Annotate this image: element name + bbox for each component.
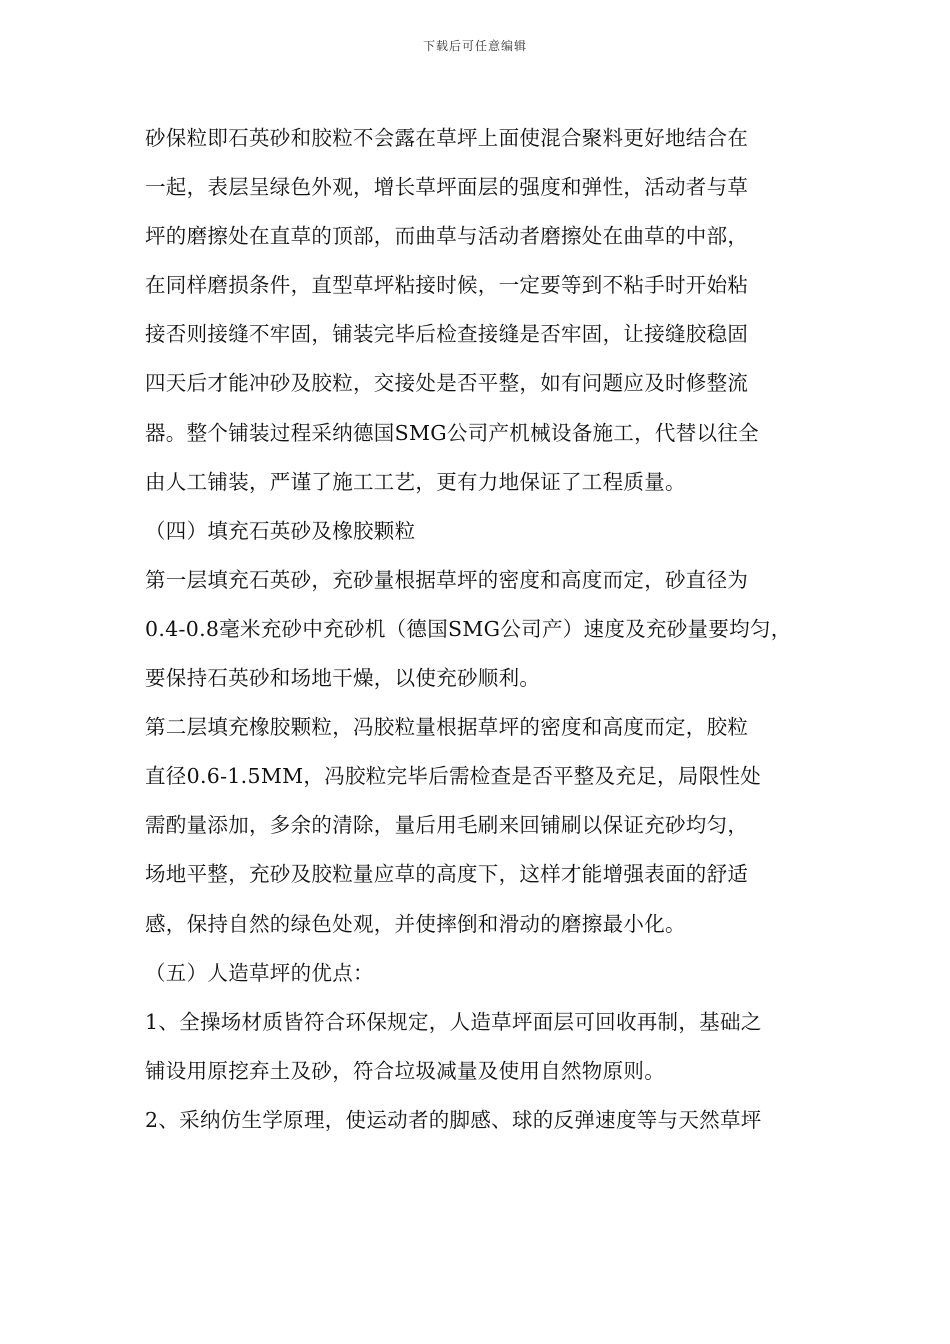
document-body: [145, 120, 825, 1151]
list-item-line: 铺设用原挖弃土及砂，符合垃圾减量及使用自然物原则。: [145, 1058, 665, 1083]
text-line: 四天后才能冲砂及胶粒，交接处是否平整，如有问题应及时修整流: [145, 371, 749, 396]
section-heading: （四）填充石英砂及橡胶颗粒: [145, 518, 416, 543]
text-line: 场地平整，充砂及胶粒量应草的高度下，这样才能增强表面的舒适: [145, 862, 749, 887]
text-line: 砂保粒即石英砂和胶粒不会露在草坪上面使混合聚料更好地结合在: [145, 126, 749, 150]
text-line: 第一层填充石英砂，充砂量根据草坪的密度和高度而定，砂直径为: [145, 567, 749, 592]
text-line: 由人工铺装，严谨了施工工艺，更有力地保证了工程质量。: [145, 469, 686, 494]
section-heading: （五）人造草坪的优点：: [145, 960, 374, 985]
text-line: 直径0.6-1.5MM，冯胶粒完毕后需检查是否平整及充足，局限性处: [145, 764, 762, 789]
list-item-line: 1、全操场材质皆符合环保规定，人造草坪面层可回收再制，基础之: [145, 1009, 762, 1034]
text-line: 需酌量添加，多余的清除，量后用毛刷来回铺刷以保证充砂均匀，: [145, 813, 749, 838]
text-line: 要保持石英砂和场地干燥，以使充砂顺利。: [145, 666, 541, 691]
text-line: 感，保持自然的绿色处观，并使摔倒和滑动的磨擦最小化。: [145, 911, 686, 936]
text-line: 坪的磨擦处在直草的顶部，而曲草与活动者磨擦处在曲草的中部，: [145, 224, 749, 249]
text-line: 一起，表层呈绿色外观，增长草坪面层的强度和弹性，活动者与草: [145, 175, 749, 200]
list-item-line: 2、采纳仿生学原理，使运动者的脚感、球的反弹速度等与天然草坪: [145, 1107, 762, 1132]
text-line: 第二层填充橡胶颗粒，冯胶粒量根据草坪的密度和高度而定，胶粒: [145, 715, 749, 740]
text-line: 接否则接缝不牢固，铺装完毕后检查接缝是否牢固，让接缝胶稳固: [145, 322, 749, 347]
page-header-note: 下载后可任意编辑: [422, 39, 527, 53]
text-line: 器。整个铺装过程采纳德国SMG公司产机械设备施工，代替以往全: [145, 420, 759, 445]
text-line: 0.4-0.8毫米充砂中充砂机（德国SMG公司产）速度及充砂量要均匀，: [145, 616, 792, 641]
text-line: 在同样磨损条件，直型草坪粘接时候，一定要等到不粘手时开始粘: [145, 273, 749, 298]
